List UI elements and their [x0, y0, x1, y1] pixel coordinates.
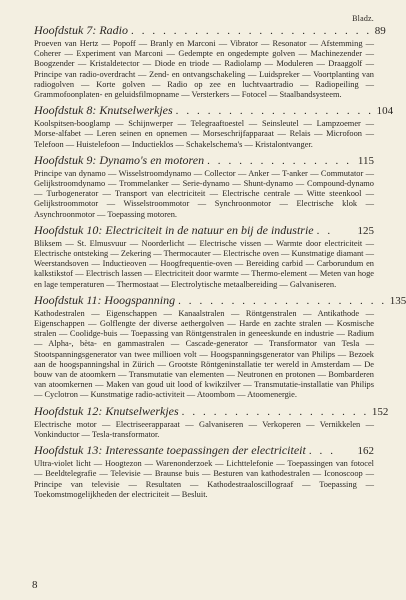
chapter-heading: [34, 23, 386, 38]
chapter-page-number: 125: [357, 224, 374, 237]
chapter-entry: [34, 103, 394, 150]
chapter-entry: [34, 23, 386, 100]
chapter-page-number: 162: [357, 445, 374, 458]
chapter-heading: [34, 154, 374, 168]
chapter-heading: [34, 292, 406, 308]
chapter-page-number: 152: [371, 405, 389, 418]
chapter-topics: Koolspitsen-booglamp — Schijnwerper — Telegraaftoestel — Seinsleutel — Lampzoemer — Morse-alfabet — Leren seinen en opnemen — Morseschrijfapparaat — Relais — Microfoon — Telefoon — Huistelefoon — Inductieklos — Schakelschema's — Kristalontvanger.: [34, 119, 374, 149]
chapter-topics: Kathodestralen — Eigenschappen — Kanaalstralen — Röntgenstralen — Antikathode — Eigenschappen — Golflengte der diverse aethergolven — Harde en zachte stralen — Kosmische stralen — Coolidge-buis — Toepassing van Röntgenstralen in geneeskunde en industrie — Radium — Alpha-, bèta- en gammastralen — Cascade-generator — Transformator van Tesla — Stootspanningsgenerator van twee millioen volt — Hoogspanningsgenerator van Philips — Bezoek aan de hoogspanningshal in Zürich — Grootste Röntgeninstallatie ter wereld in Amsterdam — De bouw van de atoomkern — Transmutatie van elementen — Neutronen en protonen — Bombarderen van atoomkernen — Maken van goud uit lood of kwikzilver — Transmutatie-installatie van Philips — Cyclotron — Kunstmatige radio-activiteit — Atoombom — Atoomenergie.: [34, 308, 374, 400]
toc-page: [34, 14, 406, 504]
chapter-topics: Proeven van Hertz — Popoff — Branly en Marconi — Vibrator — Resonator — Afstemming — Coherer — Experiment van Marconi — Gedempte en ongedempte golven — Machinezender — Boogzender — Kristaldetector — Diode en triode — Radiolamp — Moduleren — Draaggolf — Principe van radio-overdracht — Zend- en ontvangschakeling — Luidspreker — Voortplanting van radiogolven — Korte golven — Radio op zee en luchtvaartradio — Radiopeiling — Grammofoonplaten- en geluidsfilmopname — Versterkers — Fotocel — Staalbandsysteem.: [34, 39, 374, 100]
leader-dots: . .: [316, 224, 333, 237]
chapter-heading: [34, 224, 374, 238]
chapter-title: Hoofdstuk 11: Hoogspanning: [34, 292, 176, 307]
leader-dots: . . .: [308, 445, 336, 458]
chapter-heading: [34, 403, 389, 419]
chapter-topics: Ultra-violet licht — Hoogtezon — Warenonderzoek — Lichttelefonie — Toepassingen van fotocel — Beeldtelegrafie — Televisie — Braunse buis — Besturen van kathodestralen — Iconoscoop — Principe van televisie — Resultaten — Kathodestraaloscillograaf — Toepassing — Toekomstmogelijkheden der electriciteit — Besluit.: [34, 459, 374, 499]
chapter-title: Hoofdstuk 10: Electriciteit in de natuur en bij de industrie: [34, 222, 314, 237]
chapter-heading: [34, 103, 394, 118]
leader-dots: . . . . . . . . . . . . . . . . . .: [181, 405, 369, 418]
chapter-heading: [34, 444, 374, 458]
leader-dots: . . . . . . . . . . . . . . . . . . . .: [178, 294, 387, 307]
chapter-title: Hoofdstuk 9: Dynamo's en motoren: [34, 152, 205, 167]
leader-dots: . . . . . . . . . . . . . .: [207, 154, 352, 167]
page-column-label: Bladz.: [352, 14, 374, 23]
chapter-topics: Electrische motor — Electriseerapparaat — Galvaniseren — Verkoperen — Vernikkelen — Vonkinductor — Tesla-transformator.: [34, 419, 374, 439]
chapter-topics: Bliksem — St. Elmusvuur — Noorderlicht — Electrische vissen — Warmte door electriciteit — Electrische ontsteking — Zekering — Thermocauter — Electrische oven — Kunstmatige diamant — Weerstandsoven — Inductieoven — Hoogfrequentie-oven — Bereiding carbid — Carborundum en kalkstikstof — Electrisch lassen — Electriciteit door warmte — Thermo-element — Meten van hoge en lage temperaturen — Thermostaat — Electrolytische metaalbereiding — Galvaniseren.: [34, 238, 374, 289]
chapter-page-number: 115: [357, 154, 374, 167]
chapter-entry: [34, 224, 374, 290]
page-number: 8: [32, 579, 38, 591]
chapter-title: Hoofdstuk 8: Knutselwerkjes: [34, 103, 173, 118]
chapter-title: Hoofdstuk 7: Radio: [34, 23, 128, 37]
chapter-list: [34, 23, 406, 500]
chapter-entry: [34, 444, 374, 500]
chapter-page-number: 104: [376, 105, 394, 118]
chapter-page-number: 89: [374, 25, 386, 37]
leader-dots: . . . . . . . . . . . . . . . . . . . . . . .: [131, 25, 372, 37]
leader-dots: . . . . . . . . . . . . . . . . . . .: [175, 105, 374, 118]
chapter-entry: [34, 154, 374, 220]
chapter-topics: Principe van dynamo — Wisselstroomdynamo — Collector — Anker — T-anker — Commutator — Gelijkstroomdynamo — Trommelanker — Serie-dynamo — Shunt-dynamo — Compound-dynamo — Turbogenerator — Transport van electriciteit — Electrische centrale — Witte steenkool — Gelijkstroommotor — Wisselstroommotor — Synchroonmotor — Electrische klok — Asynchroonmotor — Toepassing motoren.: [34, 168, 374, 219]
chapter-entry: [34, 292, 406, 401]
chapter-title: Hoofdstuk 13: Interessante toepassingen der electriciteit: [34, 443, 306, 458]
chapter-entry: [34, 403, 389, 440]
chapter-title: Hoofdstuk 12: Knutselwerkjes: [34, 403, 179, 418]
chapter-page-number: 135: [389, 294, 406, 307]
